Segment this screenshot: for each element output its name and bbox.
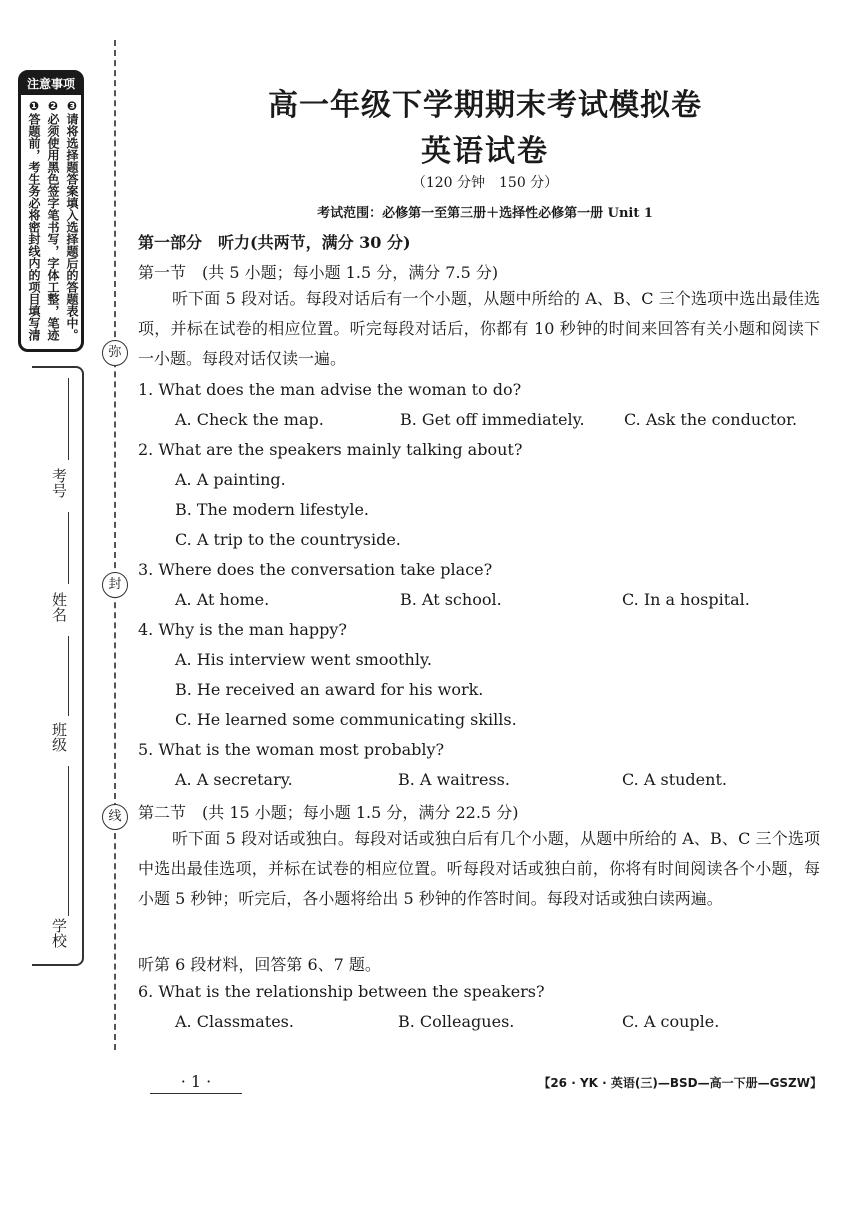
q1-option-a: A. Check the map. [175, 410, 324, 429]
exam-title: 高一年级下学期期末考试模拟卷 [268, 88, 702, 123]
page-number: · 1 · [150, 1072, 242, 1094]
info-underline [68, 766, 69, 916]
label-name: 姓名 [50, 592, 68, 622]
q6-option-a: A. Classmates. [175, 1012, 294, 1031]
q3-option-b: B. At school. [400, 590, 502, 609]
question-6: 6. What is the relationship between the speakers? [138, 982, 545, 1001]
q6-option-b: B. Colleagues. [398, 1012, 515, 1031]
q2-option-a: A. A painting. [175, 470, 286, 489]
question-1: 1. What does the man advise the woman to do? [138, 380, 522, 399]
seal-mark-mi: 弥 [102, 340, 128, 366]
seal-mark-xian: 线 [102, 804, 128, 830]
q4-option-b: B. He received an award for his work. [175, 680, 484, 699]
question-3: 3. Where does the conversation take place? [138, 560, 493, 579]
notice-title: 注意事项 [21, 73, 81, 95]
section1-instructions: 听下面 5 段对话。每段对话后有一个小题，从题中所给的 A、B、C 三个选项中选出最佳选项，并标在试卷的相应位置。听完每段对话后，你都有 10 秒钟的时间来回答有关小题和阅读下一小题。每段对话仅读一遍。 [138, 289, 820, 368]
section2-heading: 第二节 (共 15 小题；每小题 1.5 分，满分 22.5 分) [138, 803, 519, 822]
label-exam-number: 考号 [50, 468, 68, 498]
exam-subject: 英语试卷 [421, 134, 549, 169]
part1-heading: 第一部分 听力(共两节，满分 30 分) [138, 233, 411, 252]
notice-box [18, 70, 84, 352]
exam-duration: （120 分钟 150 分） [411, 175, 559, 191]
info-underline [68, 378, 69, 460]
q3-option-c: C. In a hospital. [622, 590, 750, 609]
info-underline [68, 512, 69, 584]
q1-option-b: B. Get off immediately. [400, 410, 585, 429]
q1-option-c: C. Ask the conductor. [624, 410, 798, 429]
notice-item-1: ❶答题前，考生务必将密封线内的项目填写清 [27, 99, 41, 341]
label-school: 学校 [50, 918, 68, 948]
q2-option-b: B. The modern lifestyle. [175, 500, 369, 519]
seal-mark-feng: 封 [102, 572, 128, 598]
question-4: 4. Why is the man happy? [138, 620, 347, 639]
q2-option-c: C. A trip to the countryside. [175, 530, 401, 549]
notice-item-2: ❷必须使用黑色签字笔书写，字体工整，笔迹 [46, 99, 60, 341]
section1-heading: 第一节 (共 5 小题；每小题 1.5 分，满分 7.5 分) [138, 263, 499, 282]
q3-option-a: A. At home. [175, 590, 270, 609]
exam-scope: 考试范围：必修第一至第三册＋选择性必修第一册 Unit 1 [317, 206, 653, 221]
section2-instructions: 听下面 5 段对话或独白。每段对话或独白后有几个小题，从题中所给的 A、B、C 三个选项中选出最佳选项，并标在试卷的相应位置。听每段对话或独白前，你将有时间阅读各个小题，每小题 5 秒钟；听完后，各小题将给出 5 秒钟的作答时间。每段对话或独白读两遍。 [138, 829, 820, 908]
question-5: 5. What is the woman most probably? [138, 740, 445, 759]
paper-code: 【26 · YK · 英语(三)—BSD—高一下册—GSZW】 [538, 1076, 822, 1090]
seal-dashed-line [114, 40, 116, 1050]
q5-option-c: C. A student. [622, 770, 727, 789]
q4-option-a: A. His interview went smoothly. [175, 650, 432, 669]
q6-option-c: C. A couple. [622, 1012, 720, 1031]
material6-note: 听第 6 段材料，回答第 6、7 题。 [138, 955, 381, 974]
q5-option-a: A. A secretary. [175, 770, 293, 789]
question-2: 2. What are the speakers mainly talking about? [138, 440, 523, 459]
label-class: 班级 [50, 722, 68, 752]
student-info-frame [32, 366, 84, 966]
info-underline [68, 636, 69, 716]
q4-option-c: C. He learned some communicating skills. [175, 710, 517, 729]
q5-option-b: B. A waitress. [398, 770, 510, 789]
notice-item-3: ❸请将选择题答案填入选择题后的答题表中。 [65, 99, 79, 341]
